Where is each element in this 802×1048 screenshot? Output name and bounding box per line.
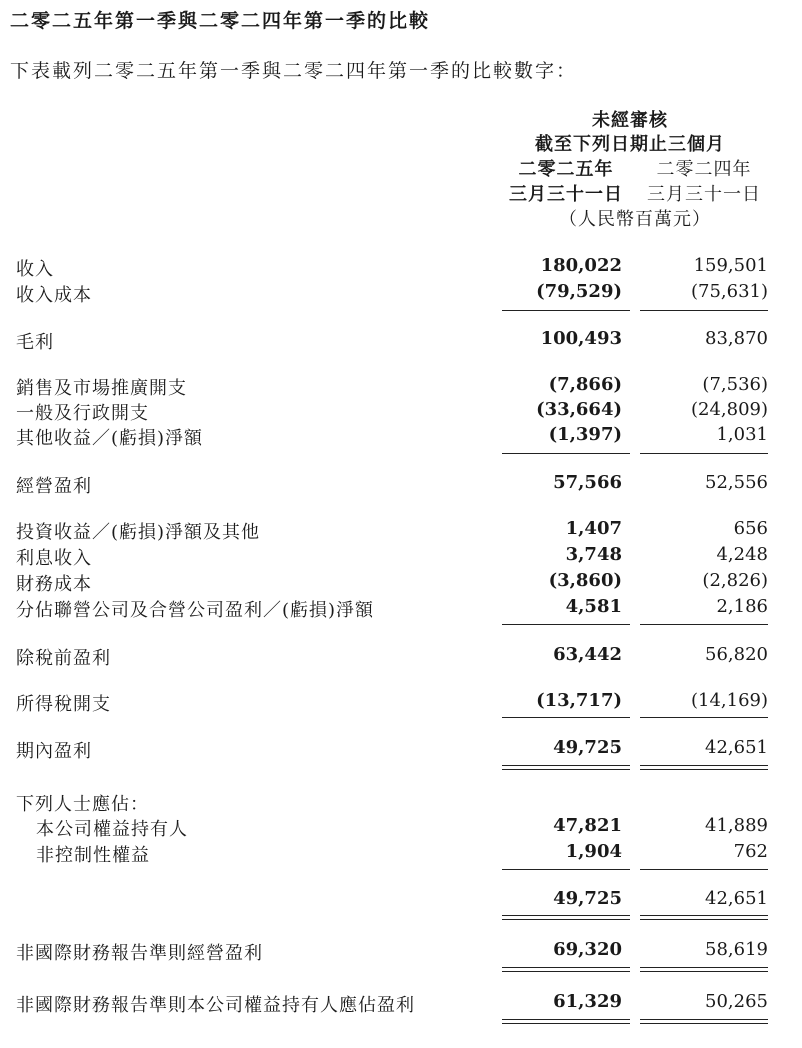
row-current-value: 1,407 xyxy=(565,518,622,539)
row-label: 毛利 xyxy=(16,332,54,353)
row-prior-value: 656 xyxy=(733,518,768,539)
row-prior-value: (2,826) xyxy=(702,570,768,591)
row-label: 一般及行政開支 xyxy=(16,403,149,424)
row-prior-value: 2,186 xyxy=(716,596,768,617)
row-current-value: 61,329 xyxy=(553,991,622,1012)
row-prior-value: 42,651 xyxy=(705,888,768,909)
row-prior-value: 83,870 xyxy=(705,328,768,349)
subtotal-rule xyxy=(640,310,768,311)
row-prior-value: 41,889 xyxy=(705,815,768,836)
row-prior-value: (7,536) xyxy=(702,374,768,395)
row-label: 經營盈利 xyxy=(16,476,92,497)
row-label: 期內盈利 xyxy=(16,741,92,762)
total-double-rule xyxy=(640,915,768,916)
row-label: 銷售及市場推廣開支 xyxy=(16,378,187,399)
intro-text: 下表載列二零二五年第一季與二零二四年第一季的比較數字： xyxy=(10,60,578,82)
row-current-value: 100,493 xyxy=(540,328,622,349)
subtotal-rule xyxy=(502,624,630,625)
row-label: 非國際財務報告準則經營盈利 xyxy=(16,943,263,964)
subtotal-rule xyxy=(502,453,630,454)
row-current-value: 47,821 xyxy=(553,815,622,836)
subtotal-rule xyxy=(640,453,768,454)
total-double-rule xyxy=(502,1019,630,1020)
row-current-value: (7,866) xyxy=(548,374,622,395)
row-prior-value: 762 xyxy=(733,841,768,862)
row-prior-value: (14,169) xyxy=(690,690,768,711)
row-label: 收入成本 xyxy=(16,285,92,306)
header-date-current: 三月三十一日 xyxy=(509,184,623,205)
total-double-rule xyxy=(640,769,768,770)
subtotal-rule xyxy=(502,717,630,718)
total-double-rule xyxy=(502,971,630,972)
total-double-rule xyxy=(502,915,630,916)
row-current-value: 180,022 xyxy=(540,255,622,276)
row-label: 非控制性權益 xyxy=(36,845,150,866)
row-current-value: 4,581 xyxy=(565,596,622,617)
row-current-value: 49,725 xyxy=(553,888,622,909)
row-current-value: (13,717) xyxy=(536,690,622,711)
total-double-rule xyxy=(640,971,768,972)
row-prior-value: (75,631) xyxy=(690,281,768,302)
row-label: 其他收益／(虧損)淨額 xyxy=(16,428,204,449)
total-double-rule xyxy=(640,967,768,968)
row-prior-value: 58,619 xyxy=(705,939,768,960)
subtotal-rule xyxy=(640,869,768,870)
header-year-current: 二零二五年 xyxy=(518,159,614,180)
row-current-value: (1,397) xyxy=(548,424,622,445)
row-prior-value: 50,265 xyxy=(705,991,768,1012)
row-label: 收入 xyxy=(16,259,54,280)
subtotal-rule xyxy=(502,869,630,870)
row-current-value: 49,725 xyxy=(553,737,622,758)
total-double-rule xyxy=(640,1023,768,1024)
row-label: 非國際財務報告準則本公司權益持有人應佔盈利 xyxy=(16,995,415,1016)
total-double-rule xyxy=(502,967,630,968)
row-current-value: 3,748 xyxy=(565,544,622,565)
subtotal-rule xyxy=(640,624,768,625)
row-label: 利息收入 xyxy=(16,548,92,569)
row-current-value: 57,566 xyxy=(553,472,622,493)
total-double-rule xyxy=(640,919,768,920)
total-double-rule xyxy=(640,765,768,766)
row-label: 分佔聯營公司及合營公司盈利／(虧損)淨額 xyxy=(16,600,375,621)
row-label: 本公司權益持有人 xyxy=(36,819,188,840)
row-current-value: (79,529) xyxy=(536,281,622,302)
row-current-value: (3,860) xyxy=(548,570,622,591)
header-unaudited: 未經審核 xyxy=(592,110,668,131)
header-year-prior: 二零二四年 xyxy=(656,159,752,180)
total-double-rule xyxy=(502,919,630,920)
total-double-rule xyxy=(502,769,630,770)
row-label: 投資收益／(虧損)淨額及其他 xyxy=(16,522,261,543)
row-prior-value: 159,501 xyxy=(693,255,768,276)
header-unit: （人民幣百萬元） xyxy=(559,209,711,230)
subtotal-rule xyxy=(640,717,768,718)
row-label: 財務成本 xyxy=(16,574,92,595)
row-prior-value: (24,809) xyxy=(690,399,768,420)
row-current-value: (33,664) xyxy=(536,399,622,420)
header-date-prior: 三月三十一日 xyxy=(647,184,761,205)
row-current-value: 69,320 xyxy=(553,939,622,960)
row-prior-value: 1,031 xyxy=(716,424,768,445)
row-prior-value: 56,820 xyxy=(705,644,768,665)
row-prior-value: 4,248 xyxy=(716,544,768,565)
header-period: 截至下列日期止三個月 xyxy=(535,134,725,155)
total-double-rule xyxy=(640,1019,768,1020)
row-label: 除稅前盈利 xyxy=(16,648,111,669)
row-prior-value: 42,651 xyxy=(705,737,768,758)
row-label: 所得稅開支 xyxy=(16,694,111,715)
page-title: 二零二五年第一季與二零二四年第一季的比較 xyxy=(10,10,431,32)
total-double-rule xyxy=(502,765,630,766)
row-prior-value: 52,556 xyxy=(705,472,768,493)
total-double-rule xyxy=(502,1023,630,1024)
row-label: 下列人士應佔： xyxy=(16,794,149,815)
row-current-value: 1,904 xyxy=(565,841,622,862)
row-current-value: 63,442 xyxy=(553,644,622,665)
subtotal-rule xyxy=(502,310,630,311)
